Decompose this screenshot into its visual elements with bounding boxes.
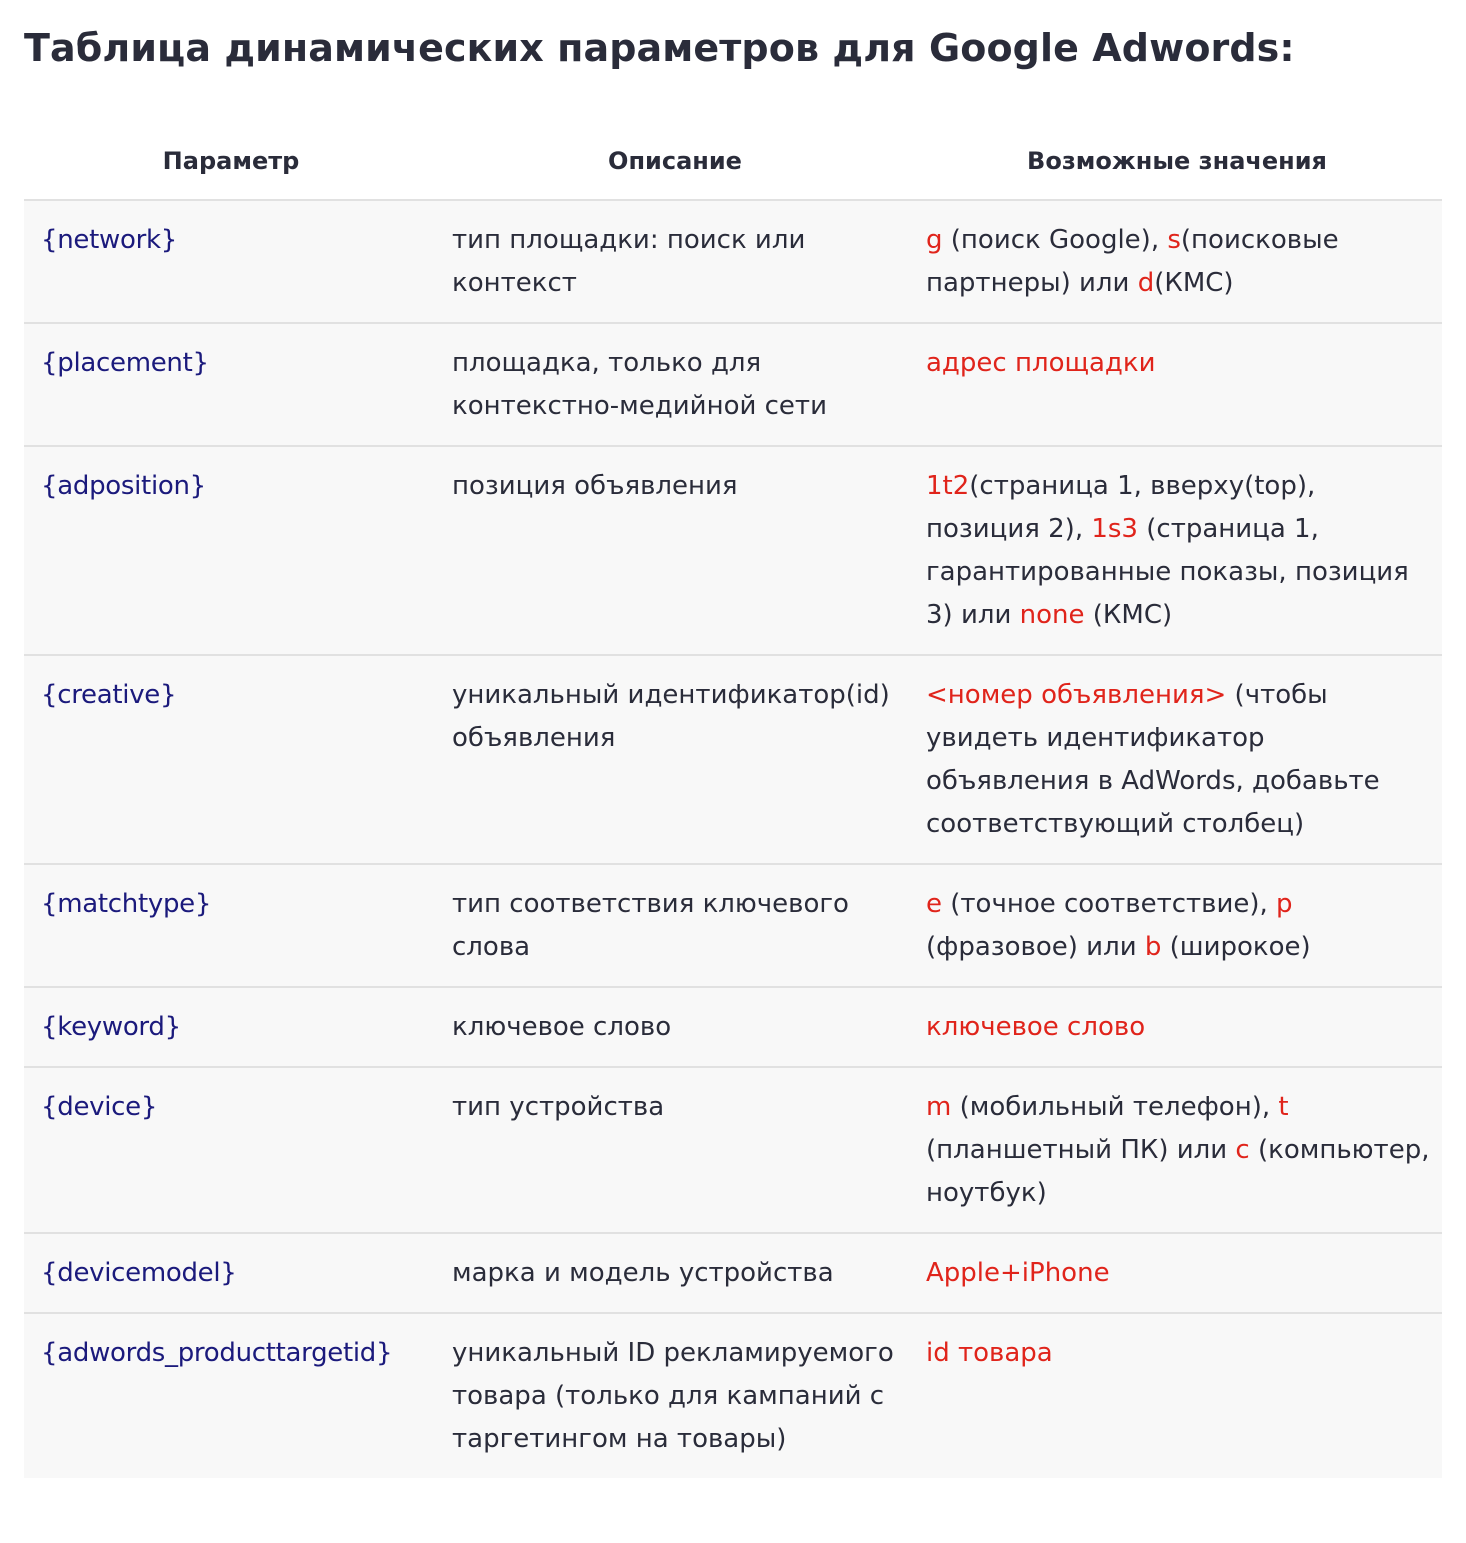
value-text: (КМС) <box>1154 268 1234 298</box>
description-cell: уникальный ID рекламируемого товара (только для кампаний с таргетингом на товары) <box>438 1313 912 1478</box>
table-row <box>24 1067 1442 1233</box>
description-cell: позиция объявления <box>438 446 912 655</box>
parameter-cell: {placement} <box>24 323 438 446</box>
value-token: m <box>926 1092 952 1122</box>
value-text: (страница 1, вверху(top), позиция 2), <box>926 471 1316 544</box>
description-cell: ключевое слово <box>438 987 912 1067</box>
table-row <box>24 987 1442 1067</box>
value-token: адрес площадки <box>926 348 1156 378</box>
parameter-cell: {network} <box>24 200 438 323</box>
value-token: none <box>1019 600 1085 630</box>
header-values: Возможные значения <box>912 122 1442 200</box>
table-row <box>24 1233 1442 1313</box>
parameter-cell: {device} <box>24 1067 438 1233</box>
values-cell <box>912 446 1442 655</box>
value-token: s <box>1167 225 1181 255</box>
table-header <box>24 122 1442 200</box>
parameter-cell: {keyword} <box>24 987 438 1067</box>
value-text: (поисковые партнеры) или <box>926 225 1339 298</box>
table-row <box>24 1313 1442 1478</box>
description-cell: тип соответствия ключевого слова <box>438 864 912 987</box>
values-cell <box>912 1067 1442 1233</box>
value-token: ключевое слово <box>926 1012 1146 1042</box>
value-token: b <box>1144 932 1162 962</box>
value-token: t <box>1278 1092 1289 1122</box>
parameter-cell: {matchtype} <box>24 864 438 987</box>
values-cell <box>912 864 1442 987</box>
value-text: (поиск Google), <box>942 225 1168 255</box>
value-text: (широкое) <box>1161 932 1311 962</box>
description-cell: тип площадки: поиск или контекст <box>438 200 912 323</box>
parameter-cell: {adposition} <box>24 446 438 655</box>
value-token: Apple+iPhone <box>926 1258 1110 1288</box>
value-token: d <box>1137 268 1155 298</box>
table-row <box>24 200 1442 323</box>
parameter-cell: {adwords_producttargetid} <box>24 1313 438 1478</box>
value-token: e <box>926 889 942 919</box>
value-text: (компьютер, ноутбук) <box>926 1135 1430 1208</box>
values-cell <box>912 987 1442 1067</box>
values-cell <box>912 655 1442 864</box>
header-row <box>24 122 1442 200</box>
parameter-cell: {creative} <box>24 655 438 864</box>
value-text: (планшетный ПК) или <box>926 1135 1236 1165</box>
value-text: (страница 1, гарантированные показы, позиция 3) или <box>926 514 1409 630</box>
header-description: Описание <box>438 122 912 200</box>
value-text: (мобильный телефон), <box>951 1092 1279 1122</box>
value-token: p <box>1276 889 1293 919</box>
table-row <box>24 655 1442 864</box>
table-body <box>24 200 1442 1478</box>
value-token: <номер объявления> <box>926 680 1227 710</box>
table-row <box>24 323 1442 446</box>
value-token: 1s3 <box>1091 514 1138 544</box>
value-token: id товара <box>926 1338 1053 1368</box>
value-token: g <box>926 225 943 255</box>
parameters-table <box>24 122 1442 1478</box>
value-text: (чтобы увидеть идентификатор объявления в AdWords, добавьте соответствующий столбец) <box>926 680 1380 839</box>
value-text: (фразовое) или <box>926 932 1145 962</box>
header-parameter: Параметр <box>24 122 438 200</box>
parameter-cell: {devicemodel} <box>24 1233 438 1313</box>
page-title: Таблица динамических параметров для Google Adwords: <box>24 26 1295 70</box>
value-text: (точное соответствие), <box>942 889 1277 919</box>
values-cell <box>912 323 1442 446</box>
value-token: 1t2 <box>926 471 970 501</box>
value-token: c <box>1235 1135 1250 1165</box>
table-row <box>24 446 1442 655</box>
value-text: (КМС) <box>1084 600 1173 630</box>
values-cell <box>912 1313 1442 1478</box>
description-cell: уникальный идентификатор(id) объявления <box>438 655 912 864</box>
description-cell: тип устройства <box>438 1067 912 1233</box>
values-cell <box>912 200 1442 323</box>
values-cell <box>912 1233 1442 1313</box>
table-row <box>24 864 1442 987</box>
description-cell: площадка, только для контекстно-медийной сети <box>438 323 912 446</box>
description-cell: марка и модель устройства <box>438 1233 912 1313</box>
